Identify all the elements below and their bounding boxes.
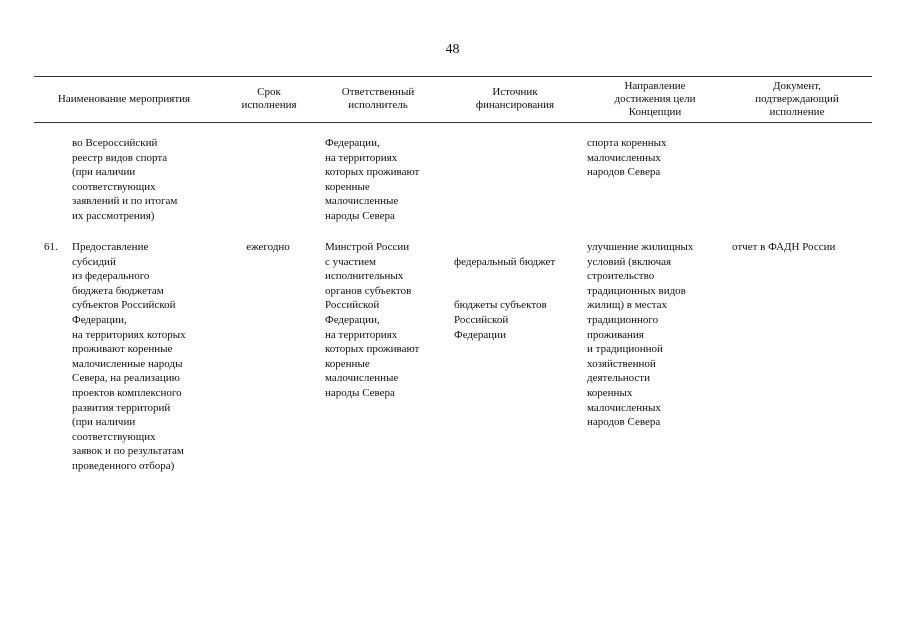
table-header-top-rule (34, 76, 872, 77)
row-term: ежегодно (246, 241, 290, 253)
header-direction: Направление достижения цели Концепции (614, 79, 696, 118)
continuation-direction: спорта коренных малочисленных народов Севера (587, 137, 667, 179)
table-header-bottom-rule (34, 122, 872, 123)
row-executor: Минстрой России с участием исполнительных органов субъектов Российской Федерации, на территориях которых проживают коренные малочисленные народы Севера (325, 241, 420, 399)
funding-federal: федеральный бюджет (454, 255, 556, 268)
row-document: отчет в ФАДН России (732, 241, 836, 253)
row-funding (454, 240, 582, 342)
funding-regional: бюджеты субъектов Российской Федерации (454, 299, 547, 341)
row-event-name: Предоставление субсидий из федерального бюджета бюджетам субъектов Российской Федерации, на территориях которых проживают коренные малочисленные народы Севера, на реализацию проектов комплексного развития территорий (при наличии соответствующих заявок и по результатам проведенного отбора) (72, 241, 186, 472)
header-funding: Источник финансирования (475, 86, 555, 111)
header-executor: Ответственный исполнитель (341, 86, 415, 111)
continuation-name: во Всероссийский реестр видов спорта (при наличии соответствующих заявлений и по итогам их рассмотрения) (72, 137, 178, 222)
header-document: Документ, подтверждающий исполнение (755, 79, 839, 118)
page-number: 48 (445, 42, 460, 57)
continuation-executor: Федерации, на территориях которых проживают коренные малочисленные народы Севера (325, 137, 420, 222)
header-term: Срок исполнения (241, 86, 297, 111)
header-event-name: Наименование мероприятия (57, 92, 191, 105)
row-direction: улучшение жилищных условий (включая строительство традиционных видов жилищ) в местах традиционного проживания и традиционной хозяйственной деятельности коренных малочисленных народов Севера (587, 241, 694, 429)
row-number: 61. (44, 241, 58, 253)
